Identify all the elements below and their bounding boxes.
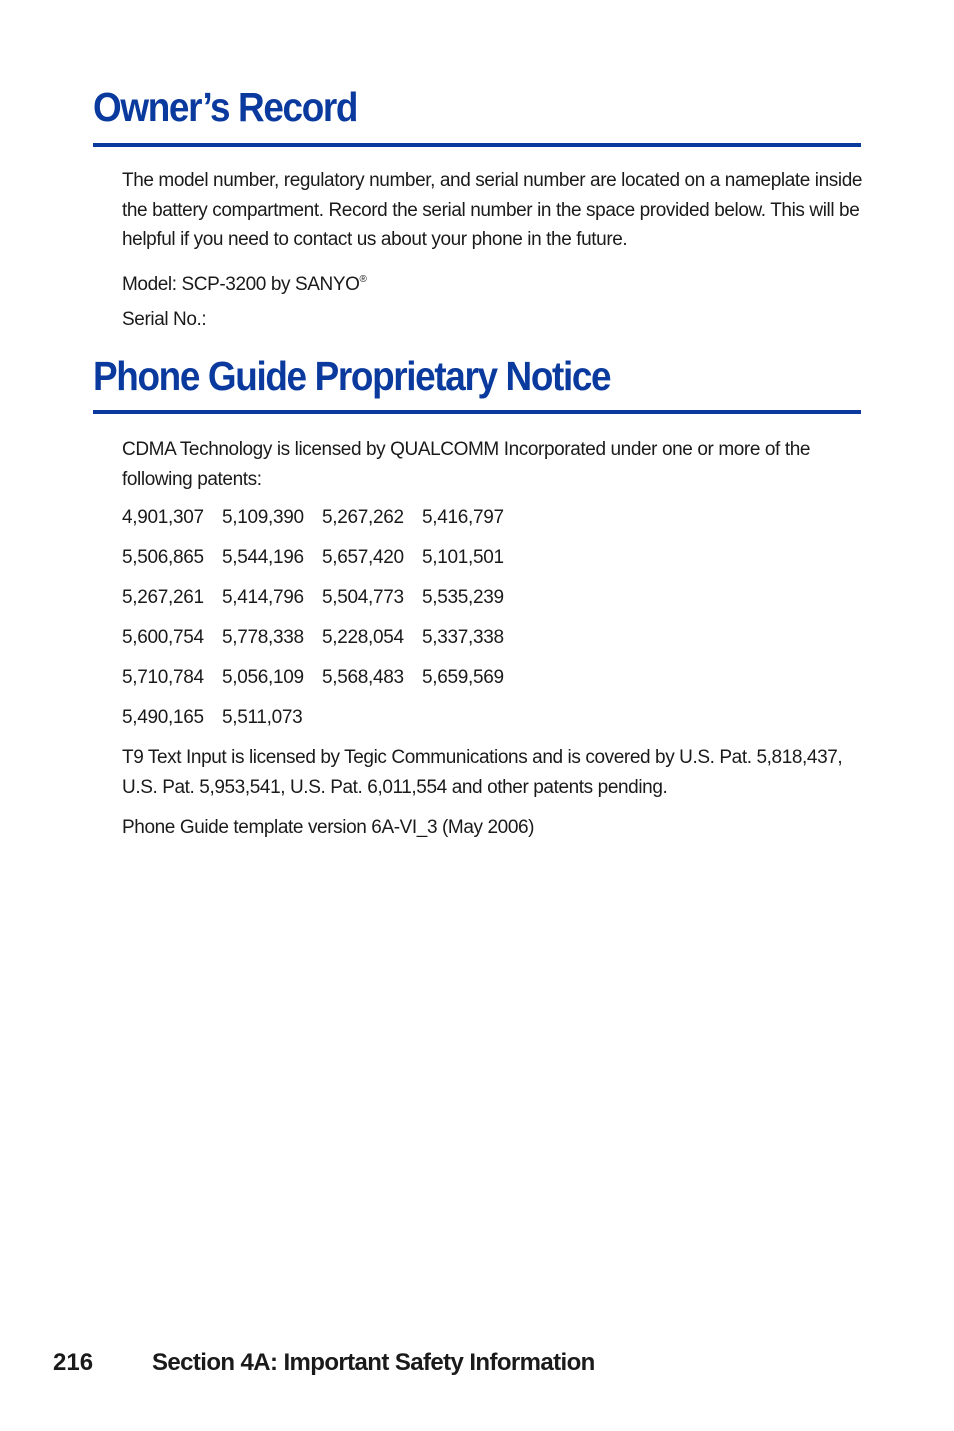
t9-paragraph [122, 743, 862, 802]
patent-number: 5,600,754 [122, 627, 204, 648]
owners-record-rule [93, 143, 861, 147]
patent-number: 5,267,262 [322, 507, 404, 528]
serial-label: Serial No.: [122, 309, 207, 330]
patent-number: 5,101,501 [422, 547, 504, 568]
patent-number: 5,535,239 [422, 587, 504, 608]
patent-row [122, 583, 522, 623]
patent-number: 5,657,420 [322, 547, 404, 568]
intro-line: the battery compartment. Record the serial number in the space provided below. This will be [122, 199, 860, 221]
page-number: 216 [53, 1349, 94, 1376]
owners-record-intro [122, 166, 862, 255]
patent-number: 5,710,784 [122, 667, 204, 688]
patent-number: 4,901,307 [122, 507, 204, 528]
patent-number: 5,109,390 [222, 507, 304, 528]
intro-line: The model number, regulatory number, and serial number are located on a nameplate inside [122, 170, 863, 191]
patent-number: 5,511,073 [222, 707, 303, 728]
patent-number: 5,506,865 [122, 547, 204, 568]
cdma-line: CDMA Technology is licensed by QUALCOMM Incorporated under one or more of the [122, 439, 811, 460]
template-version-line [122, 813, 862, 843]
registered-mark: ® [359, 274, 367, 285]
cdma-line: following patents: [122, 468, 262, 490]
cdma-paragraph [122, 435, 862, 494]
patent-number: 5,568,483 [322, 667, 404, 688]
patent-row [122, 703, 522, 743]
intro-line: helpful if you need to contact us about your phone in the future. [122, 229, 628, 250]
patent-number: 5,659,569 [422, 667, 504, 688]
patent-number: 5,414,796 [222, 587, 304, 608]
patent-list [122, 503, 522, 743]
template-version: Phone Guide template version 6A-VI_3 (May 2006) [122, 817, 535, 838]
patent-number: 5,504,773 [322, 587, 404, 608]
patent-number: 5,544,196 [222, 547, 304, 568]
proprietary-notice-rule [93, 410, 861, 414]
model-label: Model: SCP-3200 by SANYO [122, 274, 360, 295]
patent-number: 5,267,261 [122, 587, 204, 608]
t9-line: U.S. Pat. 5,953,541, U.S. Pat. 6,011,554 and other patents pending. [122, 776, 668, 798]
serial-line [122, 305, 862, 335]
patent-number: 5,228,054 [322, 627, 404, 648]
patent-number: 5,778,338 [222, 627, 304, 648]
patent-number: 5,416,797 [422, 507, 504, 528]
patent-row [122, 663, 522, 703]
patent-row [122, 543, 522, 583]
patent-number: 5,337,338 [422, 627, 504, 648]
patent-number: 5,056,109 [222, 667, 304, 688]
section-title: Section 4A: Important Safety Information [152, 1349, 595, 1376]
patent-number: 5,490,165 [122, 707, 204, 728]
patent-row [122, 623, 522, 663]
patent-row [122, 503, 522, 543]
t9-line: T9 Text Input is licensed by Tegic Communications and is covered by U.S. Pat. 5,818,437, [122, 747, 843, 768]
owners-record-heading: Owner’s Record [93, 84, 358, 130]
proprietary-notice-heading: Phone Guide Proprietary Notice [93, 353, 611, 399]
model-line [122, 265, 862, 300]
